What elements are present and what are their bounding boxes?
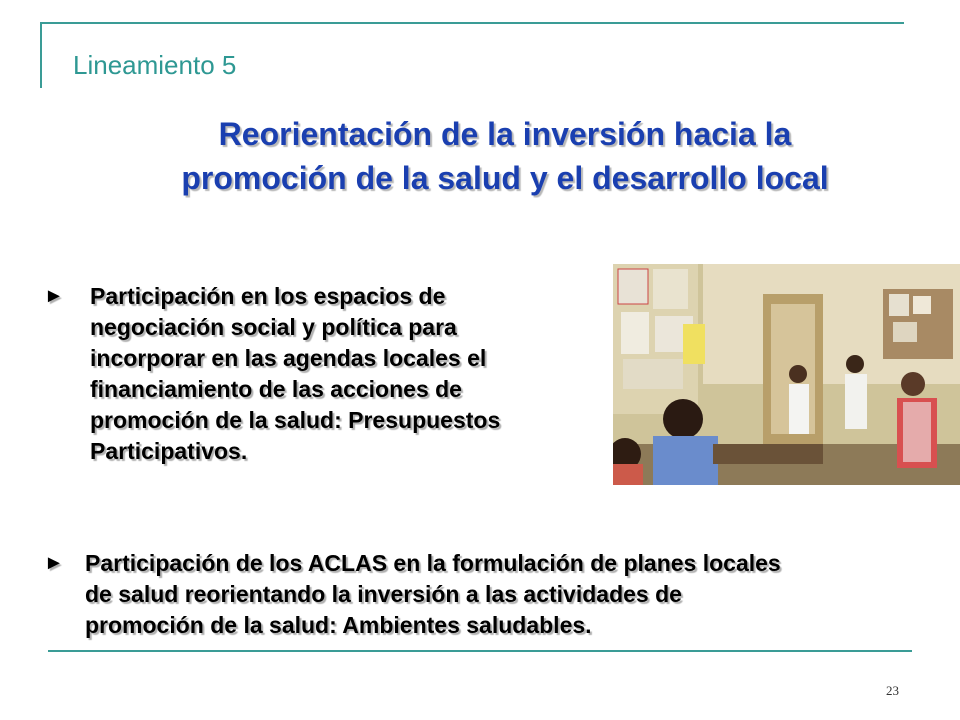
top-rule [40,22,904,24]
bottom-rule [48,650,912,652]
title-line-2: promoción de la salud y el desarrollo local [181,160,829,196]
page-number: 23 [886,683,899,698]
bullet-1-line: incorporar en las agendas locales el [90,345,487,371]
bullet-item-2 [44,548,916,641]
bullet-arrow-icon: ► [44,552,64,574]
health-center-photo [613,264,960,485]
title-line-1: Reorientación de la inversión hacia la [218,116,792,152]
bullet-arrow-icon: ► [44,285,64,307]
left-rule [40,22,42,88]
bullet-1-line: negociación social y política para [90,314,457,340]
slide-title [100,112,910,200]
bullet-2-line: promoción de la salud: Ambientes saludables. [85,612,592,638]
bullet-2-line: de salud reorientando la inversión a las actividades de [85,581,682,607]
bullet-2-line: Participación de los ACLAS en la formulación de planes locales [85,550,781,576]
bullet-1-line: financiamiento de las acciones de [90,376,462,402]
bullet-1-line: Participativos. [90,438,248,464]
section-heading: Lineamiento 5 [73,50,237,80]
bullet-1-line: promoción de la salud: Presupuestos [90,407,501,433]
bullet-item-1 [44,281,589,467]
bullet-1-line: Participación en los espacios de [90,283,446,309]
